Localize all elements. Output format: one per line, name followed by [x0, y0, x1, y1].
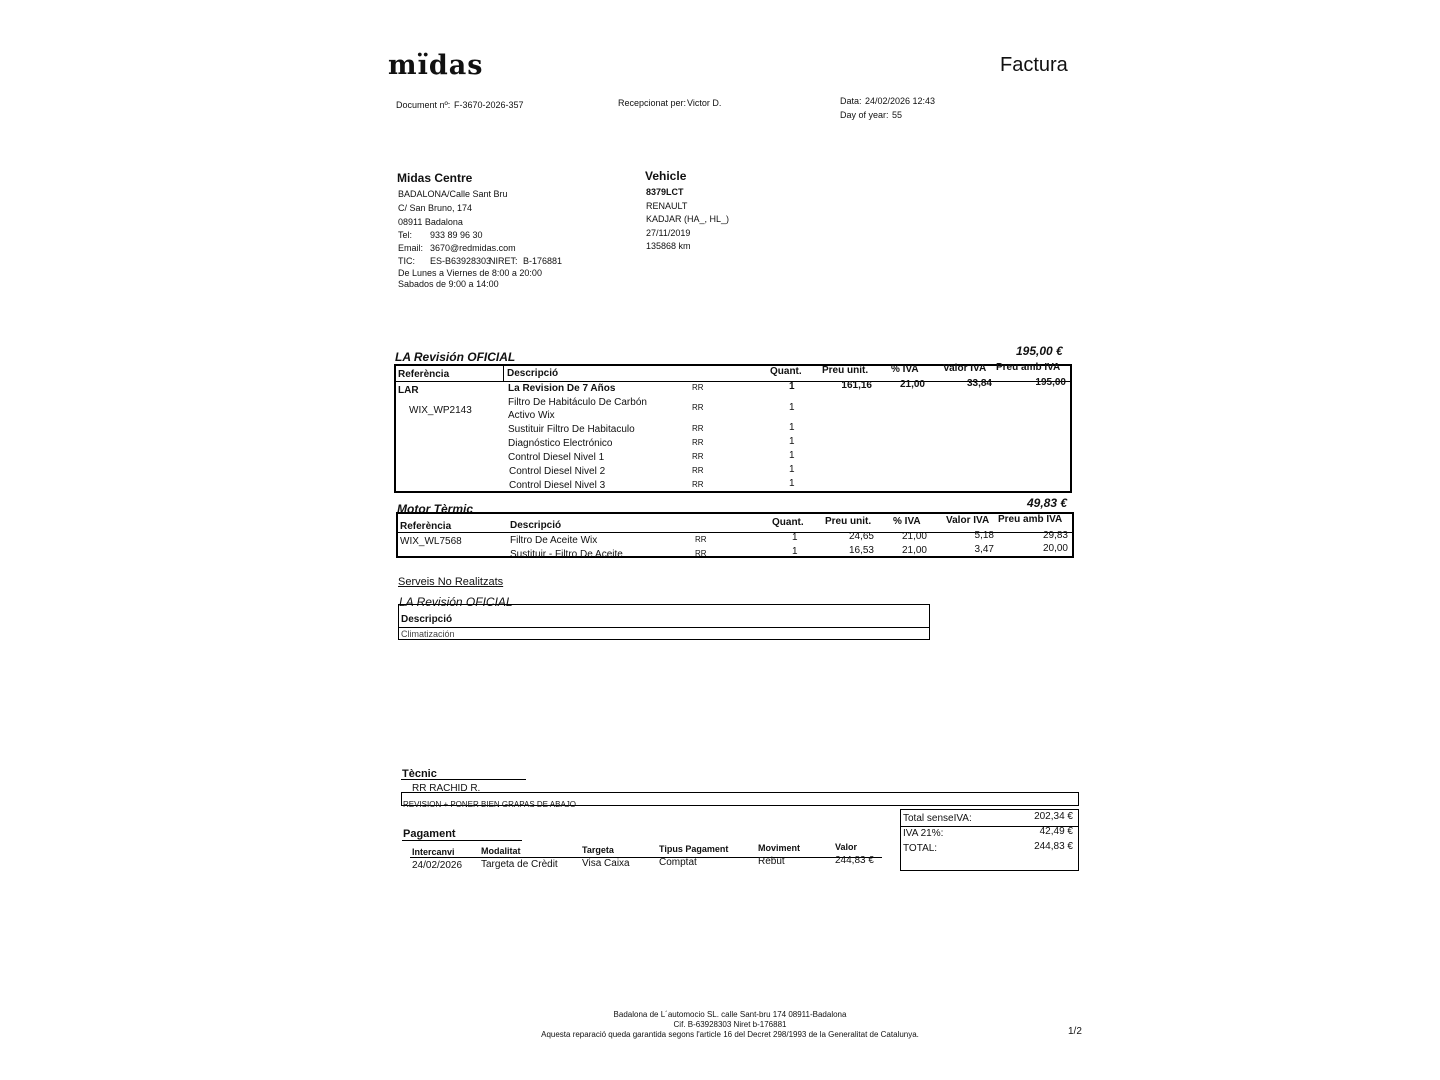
centre-niret: B-176881	[523, 256, 563, 266]
received-by-label: Recepcionat per:	[618, 98, 687, 108]
table-row-desc: Sustituir - Filtro De Aceite	[510, 549, 623, 560]
centre-address-2: C/ San Bruno, 174	[398, 203, 473, 213]
totals-net-label: Total senseIVA:	[903, 813, 972, 824]
table-row-desc-cont: Activo Wix	[508, 410, 555, 421]
table-row-qty: 1	[789, 436, 795, 447]
footer-guarantee: Aquesta reparació queda garantida segons l'article 16 del Decret 298/1993 de la Generalitat de Catalunya.	[541, 1030, 919, 1039]
totals-total-value: 244,83 €	[1034, 841, 1073, 852]
payment-col-exchange: Intercanvi	[412, 847, 455, 857]
footer-cif: Cif. B-63928303 Niret b-176881	[673, 1020, 787, 1029]
col-iva-value-header: Valor IVA	[946, 515, 990, 526]
col-iva-header: % IVA	[893, 516, 921, 527]
col-total-header: Preu amb IVA	[998, 514, 1063, 525]
table-row-code: RR	[695, 535, 707, 544]
table-row-unit: 161,16	[841, 380, 872, 391]
payment-col-type: Tipus Pagament	[659, 844, 729, 854]
col-iva-value-header: Valor IVA	[943, 363, 987, 374]
table-row-iva-value: 33,84	[966, 378, 992, 389]
table-row-desc: Control Diesel Nivel 1	[508, 452, 605, 463]
payment-col-movement: Moviment	[758, 843, 801, 853]
table-row-iva: 21,00	[901, 545, 927, 556]
not-done-title: Serveis No Realitzats	[398, 576, 504, 588]
vehicle-km: 135868 km	[646, 241, 691, 251]
section-engine-total: 49,83 €	[1027, 496, 1068, 510]
table-row-code: RR	[695, 549, 707, 558]
col-total-header: Preu amb IVA	[996, 362, 1061, 373]
centre-tic: ES-B63928303	[430, 256, 492, 266]
col-unit-header: Preu unit.	[822, 365, 869, 376]
centre-tel-label: Tel:	[398, 230, 413, 240]
centre-name: Midas Centre	[397, 171, 473, 185]
table-row-iva: 21,00	[901, 531, 927, 542]
col-unit-header: Preu unit.	[825, 516, 872, 527]
centre-email-label: Email:	[398, 243, 424, 253]
payment-type: Comptat	[659, 857, 697, 868]
table-row-code: RR	[692, 466, 704, 475]
table-row-total: 29,83	[1042, 530, 1068, 541]
date-value: 24/02/2026 12:43	[865, 96, 936, 106]
payment-header-divider	[410, 857, 882, 858]
section-engine-title: Motor Tèrmic	[397, 502, 474, 516]
vehicle-model: KADJAR (HA_, HL_)	[646, 214, 730, 224]
table-row-qty: 1	[789, 450, 795, 461]
document-number: F-3670-2026-357	[454, 100, 524, 110]
table-row-desc: Control Diesel Nivel 3	[509, 480, 606, 491]
midas-logo: mïdas	[388, 50, 484, 81]
table-row-desc: Sustituir Filtro De Habitaculo	[508, 424, 635, 435]
day-of-year: 55	[892, 110, 903, 120]
section-revision-total: 195,00 €	[1016, 344, 1063, 358]
col-ref-header: Referència	[400, 521, 452, 532]
totals-net-value: 202,34 €	[1034, 811, 1073, 822]
table-row-total: 195,00	[1035, 377, 1066, 388]
totals-iva-value: 42,49 €	[1039, 826, 1073, 837]
payment-col-modality: Modalitat	[481, 846, 521, 856]
table-header-divider	[398, 627, 930, 628]
not-done-col-header: Descripció	[401, 614, 453, 625]
vehicle-title: Vehicle	[645, 169, 687, 183]
technician-title: Tècnic	[402, 768, 437, 780]
not-done-subtitle: LA Revisión OFICIAL	[399, 595, 513, 609]
vehicle-plate: 8379LCT	[646, 187, 684, 197]
col-iva-header: % IVA	[891, 364, 919, 375]
col-desc-header: Descripció	[507, 368, 559, 379]
table-row-desc: Filtro De Aceite Wix	[510, 535, 598, 546]
table-row-code: RR	[692, 383, 704, 392]
col-qty-header: Quant.	[770, 366, 802, 377]
centre-email: 3670@redmidas.com	[430, 243, 516, 253]
column-divider	[503, 366, 504, 382]
table-row-ref: WIX_WL7568	[400, 536, 462, 547]
centre-address-1: BADALONA/Calle Sant Bru	[398, 189, 508, 199]
table-row-unit: 24,65	[848, 531, 874, 542]
totals-total-label: TOTAL:	[903, 843, 938, 854]
page-number: 1/2	[1068, 1026, 1082, 1037]
not-done-item: Climatización	[401, 629, 455, 639]
table-row-iva: 21,00	[899, 379, 925, 390]
document-title: Factura	[1000, 54, 1068, 76]
table-row-qty: 1	[789, 422, 795, 433]
payment-modality: Targeta de Crèdit	[481, 859, 558, 870]
totals-iva-label: IVA 21%:	[903, 828, 944, 839]
vehicle-make: RENAULT	[646, 201, 688, 211]
payment-col-value: Valor	[835, 842, 858, 852]
table-row-desc: La Revision De 7 Años	[508, 383, 616, 394]
col-ref-header: Referència	[398, 369, 450, 380]
table-row-iva-value: 3,47	[974, 544, 994, 555]
col-desc-header: Descripció	[510, 520, 562, 531]
table-row-total: 20,00	[1042, 543, 1068, 554]
centre-hours-saturday: Sabados de 9:00 a 14:00	[398, 279, 499, 289]
table-row-ref: LAR	[398, 385, 419, 396]
table-row-qty: 1	[789, 381, 795, 392]
table-row-qty: 1	[789, 402, 795, 413]
centre-tic-label: TIC:	[398, 256, 415, 266]
table-row-unit: 16,53	[848, 545, 874, 556]
table-row-desc: Control Diesel Nivel 2	[509, 466, 606, 477]
col-qty-header: Quant.	[772, 517, 804, 528]
payment-underline	[402, 840, 522, 841]
table-row-qty: 1	[792, 532, 798, 543]
table-row-ref: WIX_WP2143	[409, 405, 472, 416]
table-row-code: RR	[692, 424, 704, 433]
not-done-table	[398, 604, 930, 640]
table-row-qty: 1	[792, 546, 798, 557]
centre-tel: 933 89 96 30	[430, 230, 483, 240]
footer-company: Badalona de L´automocio SL. calle Sant-bru 174 08911-Badalona	[613, 1010, 847, 1019]
received-by: Victor D.	[687, 98, 722, 108]
technician-note: REVISION + PONER BIEN GRAPAS DE ABAJO	[403, 800, 577, 809]
payment-card: Visa Caixa	[582, 858, 630, 869]
table-row-desc: Diagnóstico Electrónico	[508, 438, 613, 449]
payment-movement: Rebut	[758, 856, 785, 867]
table-row-qty: 1	[789, 464, 795, 475]
table-row-code: RR	[692, 452, 704, 461]
centre-niret-label: NIRET:	[489, 256, 518, 266]
date-label: Data:	[840, 96, 862, 106]
payment-value: 244,83 €	[835, 855, 874, 866]
payment-date: 24/02/2026	[412, 860, 463, 871]
centre-hours-weekdays: De Lunes a Viernes de 8:00 a 20:00	[398, 268, 542, 278]
document-number-label: Document nº:	[396, 100, 451, 110]
technician-underline	[401, 779, 526, 780]
technician-name: RR RACHID R.	[412, 783, 481, 794]
centre-address-3: 08911 Badalona	[398, 217, 463, 227]
vehicle-date: 27/11/2019	[646, 228, 691, 238]
table-row-code: RR	[692, 480, 704, 489]
table-row-desc: Filtro De Habitáculo De Carbón	[508, 397, 647, 408]
table-row-code: RR	[692, 438, 704, 447]
payment-title: Pagament	[403, 828, 456, 840]
table-row-qty: 1	[789, 478, 795, 489]
section-revision-title: LA Revisión OFICIAL	[395, 350, 516, 364]
day-of-year-label: Day of year:	[840, 110, 889, 120]
payment-col-card: Targeta	[582, 845, 614, 855]
table-row-iva-value: 5,18	[974, 530, 994, 541]
table-row-code: RR	[692, 403, 704, 412]
